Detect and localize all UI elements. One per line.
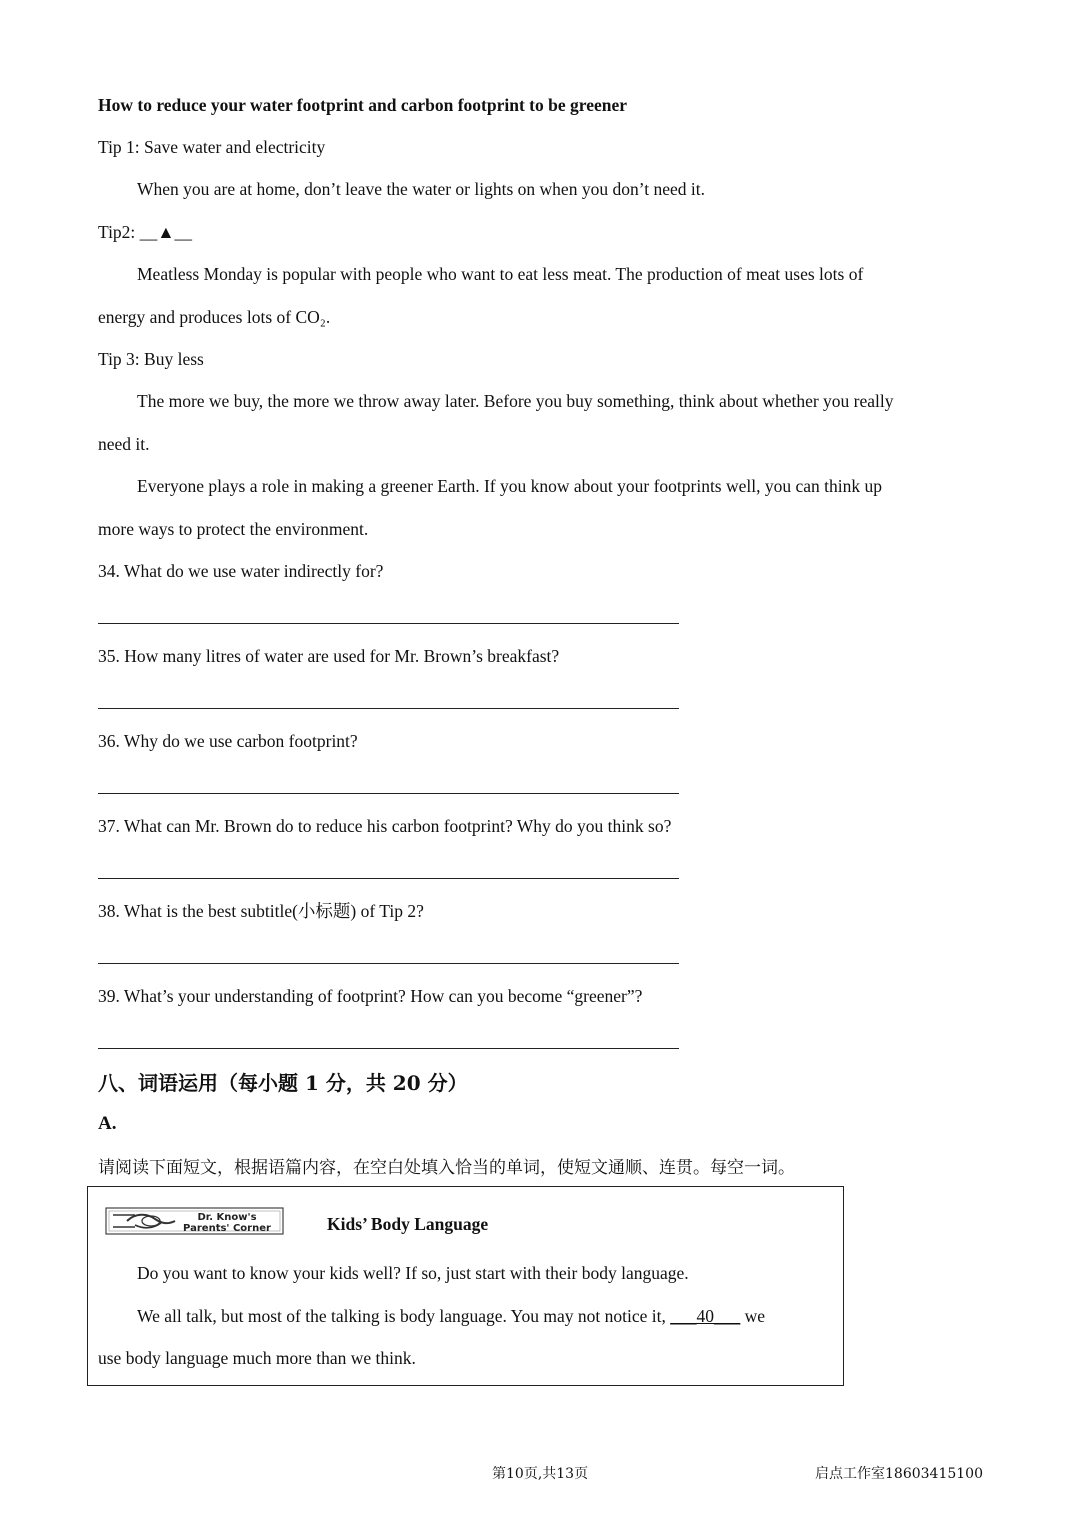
studio-credit: 启点工作室18603415100: [815, 1466, 983, 1482]
tip3-heading: Tip 3: Buy less: [98, 349, 204, 369]
page-number: 第10页,共13页: [492, 1466, 589, 1482]
answer-line-39[interactable]: [98, 1048, 679, 1049]
tip2-line2: energy and produces lots of CO₂.: [98, 307, 331, 327]
answer-line-36[interactable]: [98, 793, 679, 794]
box-paragraph-2-end: we: [740, 1306, 766, 1326]
question-38: 38. What is the best subtitle(小标题) of Tip 2?: [98, 901, 424, 921]
tip1-text: When you are at home, don’t leave the water or lights on when you don’t need it.: [137, 179, 705, 199]
box-paragraph-1: Do you want to know your kids well? If so, just start with their body language.: [137, 1263, 689, 1283]
closing-line1: Everyone plays a role in making a greener Earth. If you know about your footprints well, you can think up: [137, 476, 883, 496]
blank-40[interactable]: ___40___: [670, 1306, 741, 1326]
answer-line-34[interactable]: [98, 623, 679, 624]
tip2-blank[interactable]: __▲__: [139, 222, 193, 242]
tip3-line1: The more we buy, the more we throw away later. Before you buy something, think about whether you really: [137, 391, 894, 411]
answer-line-37[interactable]: [98, 878, 679, 879]
box-paragraph-2-start: We all talk, but most of the talking is body language. You may not notice it,: [137, 1306, 671, 1326]
logo-text-line1: Dr. Know's: [197, 1212, 257, 1223]
tip3-line2: need it.: [98, 434, 150, 454]
tip2-label: Tip2:: [98, 222, 140, 242]
box-paragraph-2-line2: use body language much more than we think.: [98, 1348, 416, 1368]
question-39: 39. What’s your understanding of footprint? How can you become “greener”?: [98, 986, 643, 1006]
question-36: 36. Why do we use carbon footprint?: [98, 731, 358, 751]
question-37: 37. What can Mr. Brown do to reduce his carbon footprint? Why do you think so?: [98, 816, 672, 836]
tip2-line1: Meatless Monday is popular with people who want to eat less meat. The production of meat uses lots of: [137, 264, 864, 284]
logo-text-line2: Parents' Corner: [183, 1223, 271, 1234]
tip2-heading: [98, 221, 192, 243]
part-label: A.: [98, 1113, 117, 1134]
question-34: 34. What do we use water indirectly for?: [98, 561, 384, 581]
handshake-logo-icon: [105, 1205, 285, 1237]
box-title: Kids’ Body Language: [327, 1214, 489, 1234]
tip1-heading: Tip 1: Save water and electricity: [98, 137, 326, 157]
answer-line-35[interactable]: [98, 708, 679, 709]
closing-line2: more ways to protect the environment.: [98, 519, 369, 539]
instruction: 请阅读下面短文，根据语篇内容，在空白处填入恰当的单词，使短文通顺、连贯。每空一词。: [98, 1158, 795, 1178]
box-paragraph-2: [137, 1305, 765, 1327]
answer-line-38[interactable]: [98, 963, 679, 964]
question-35: 35. How many litres of water are used for Mr. Brown’s breakfast?: [98, 646, 560, 666]
section-heading: 八、词语运用（每小题 1 分，共 20 分）: [98, 1071, 468, 1095]
passage-title: How to reduce your water footprint and carbon footprint to be greener: [98, 95, 627, 115]
